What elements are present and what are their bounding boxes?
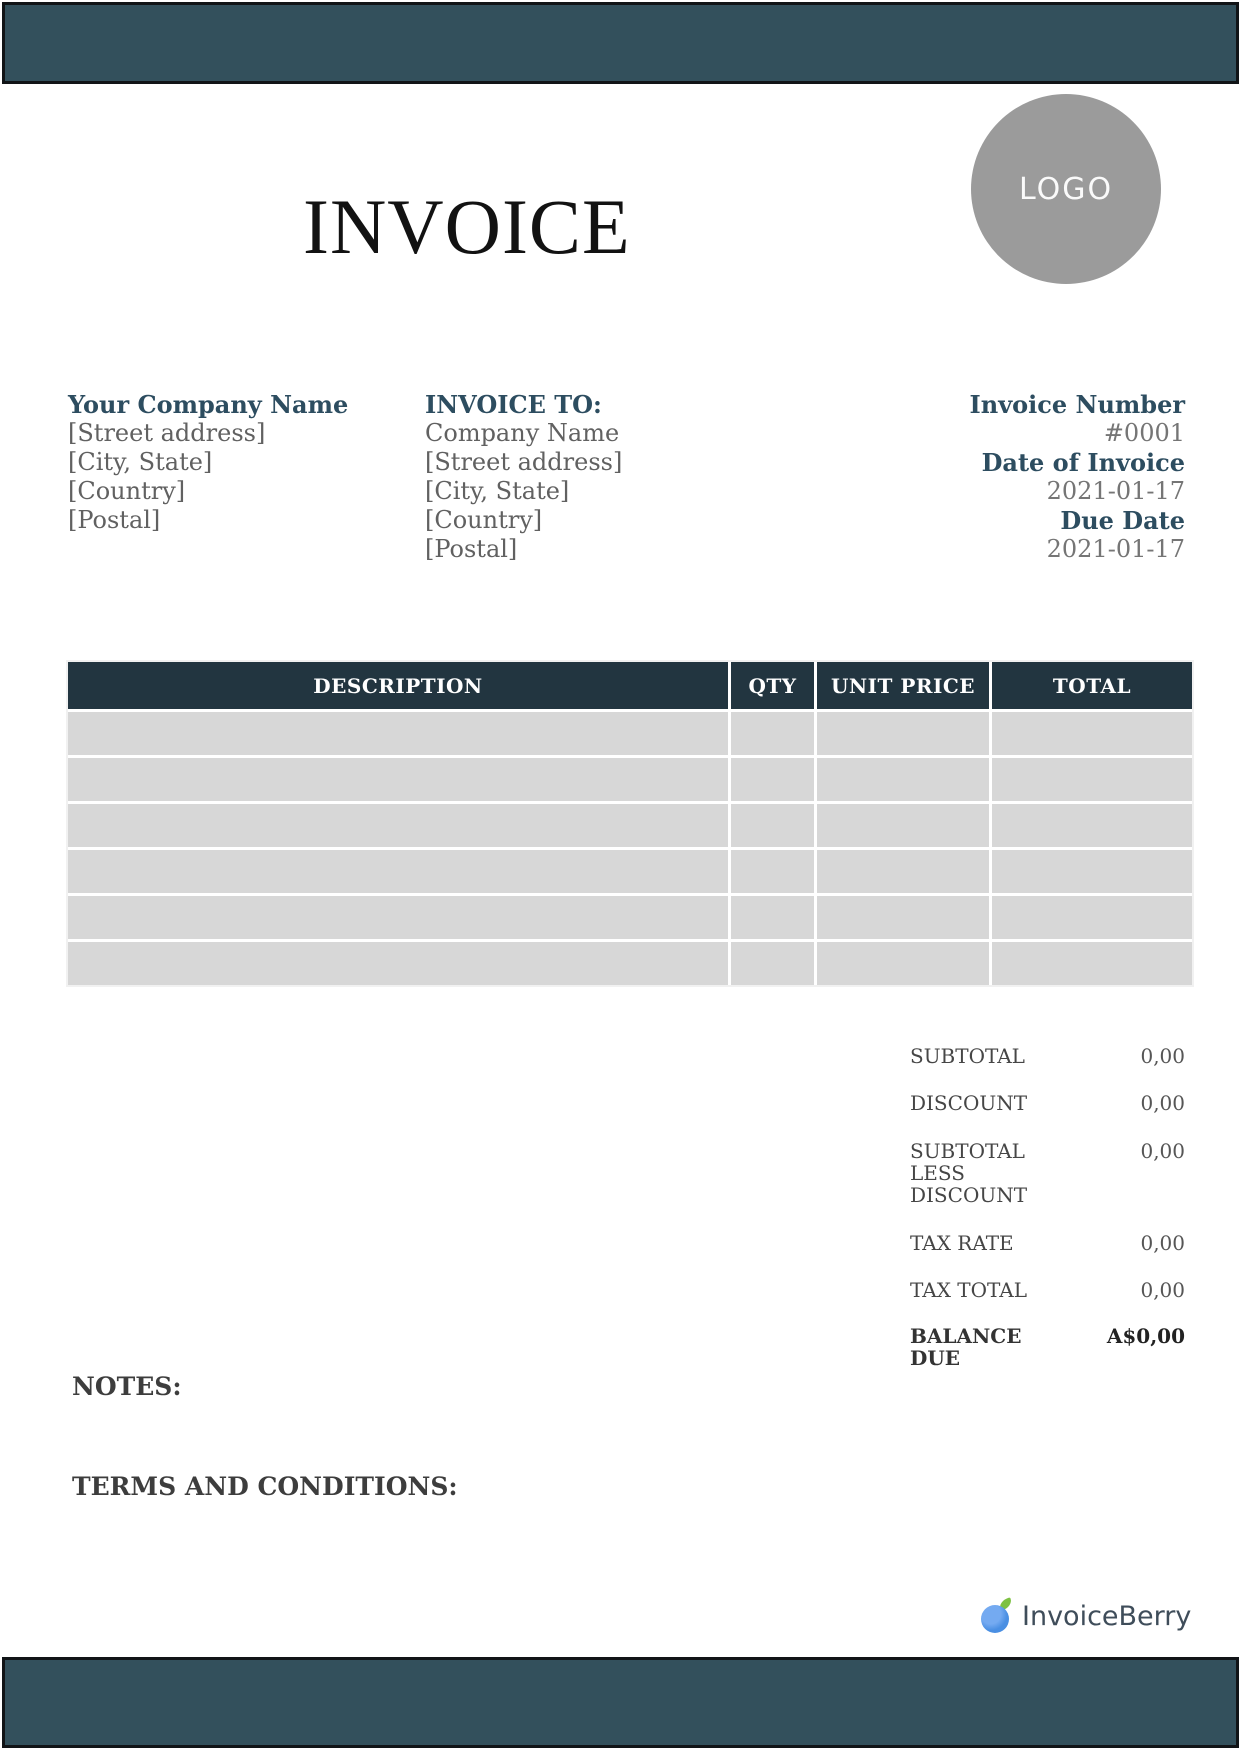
invoice-meta-value: 2021-01-17 [1046, 477, 1185, 505]
total-value: 0,00 [1140, 1139, 1185, 1163]
table-empty-cell [731, 712, 814, 755]
table-empty-cell [817, 896, 989, 939]
invoice-meta-value: 2021-01-17 [1046, 535, 1185, 563]
seller-address-block [68, 390, 348, 535]
bill-to-block [425, 390, 622, 564]
logo-placeholder-text: LOGO [1018, 171, 1114, 207]
invoice-meta-label: Due Date [1060, 506, 1185, 535]
total-value: 0,00 [1140, 1091, 1185, 1115]
total-value: 0,00 [1140, 1231, 1185, 1255]
notes-heading: NOTES: [72, 1372, 182, 1401]
total-row [910, 1279, 1185, 1301]
seller-address-line: [Country] [68, 477, 186, 505]
invoiceberry-brand-text: InvoiceBerry [1022, 1600, 1192, 1632]
table-empty-cell [817, 942, 989, 985]
invoice-meta-value: #0001 [1103, 419, 1185, 447]
invoice-meta-label: Invoice Number [969, 390, 1185, 419]
bill-to-heading: INVOICE TO: [425, 390, 602, 419]
seller-address-line: [Postal] [68, 506, 161, 534]
table-column-header: UNIT PRICE [817, 662, 989, 709]
bill-to-line: Company Name [425, 419, 620, 447]
berry-body-icon [981, 1605, 1009, 1633]
table-empty-cell [992, 758, 1192, 801]
bill-to-line: [Country] [425, 506, 543, 534]
invoiceberry-brand [981, 1599, 1191, 1633]
line-items-table [68, 662, 1192, 985]
bill-to-line: [City, State] [425, 477, 570, 505]
table-empty-cell [992, 942, 1192, 985]
table-empty-cell [68, 804, 728, 847]
invoice-meta-block [850, 390, 1185, 564]
total-row [910, 1325, 1185, 1369]
invoice-meta-label: Date of Invoice [981, 448, 1185, 477]
total-label: TAX RATE [910, 1231, 1014, 1255]
table-column-header: DESCRIPTION [68, 662, 728, 709]
table-empty-cell [731, 804, 814, 847]
table-empty-cell [68, 850, 728, 893]
table-empty-cell [817, 850, 989, 893]
table-empty-cell [68, 758, 728, 801]
total-value: A$0,00 [1106, 1324, 1185, 1348]
table-empty-cell [731, 942, 814, 985]
table-empty-cell [68, 942, 728, 985]
document-title: INVOICE [303, 183, 631, 270]
total-value: 0,00 [1140, 1044, 1185, 1068]
total-label: SUBTOTAL [910, 1044, 1025, 1068]
bill-to-line: [Postal] [425, 535, 518, 563]
bill-to-line: [Street address] [425, 448, 623, 476]
table-empty-cell [731, 850, 814, 893]
total-label: TAX TOTAL [910, 1278, 1027, 1302]
terms-heading: TERMS AND CONDITIONS: [72, 1472, 458, 1501]
seller-address-line: [City, State] [68, 448, 213, 476]
table-column-header: TOTAL [992, 662, 1192, 709]
total-label: DISCOUNT [910, 1091, 1028, 1115]
table-empty-cell [817, 804, 989, 847]
table-column-header: QTY [731, 662, 814, 709]
total-label: SUBTOTAL LESS DISCOUNT [910, 1139, 1028, 1207]
seller-company-name: Your Company Name [68, 390, 349, 419]
total-row [910, 1092, 1185, 1114]
top-accent-bar [2, 2, 1239, 84]
logo-placeholder [971, 94, 1161, 284]
invoiceberry-berry-icon [981, 1599, 1013, 1633]
table-empty-cell [992, 896, 1192, 939]
table-empty-cell [817, 758, 989, 801]
table-empty-cell [68, 712, 728, 755]
total-value: 0,00 [1140, 1278, 1185, 1302]
table-empty-cell [817, 712, 989, 755]
table-empty-cell [992, 850, 1192, 893]
table-empty-cell [731, 758, 814, 801]
table-empty-cell [731, 896, 814, 939]
total-row [910, 1232, 1185, 1254]
table-empty-cell [992, 712, 1192, 755]
table-empty-cell [68, 896, 728, 939]
total-row [910, 1140, 1185, 1206]
total-row [910, 1045, 1185, 1067]
total-label: BALANCE DUE [910, 1324, 1022, 1370]
seller-address-line: [Street address] [68, 419, 266, 447]
table-empty-cell [992, 804, 1192, 847]
bottom-accent-bar [2, 1657, 1239, 1748]
